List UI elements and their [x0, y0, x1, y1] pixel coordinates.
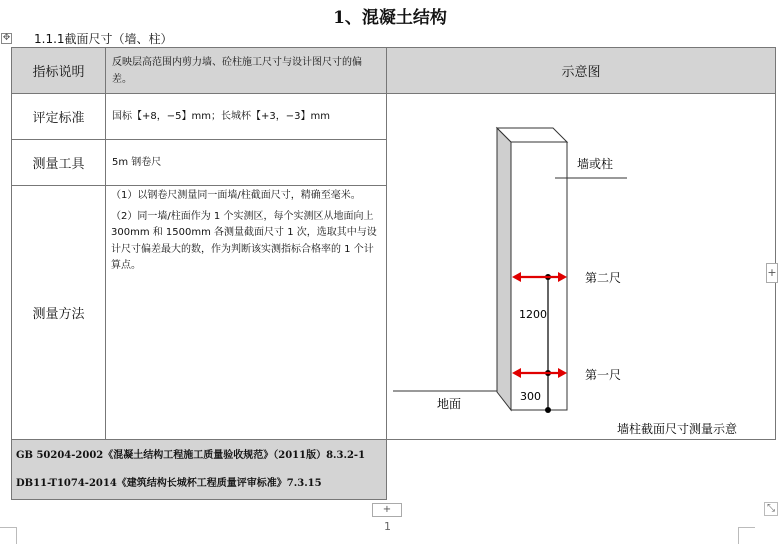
standard-reference: GB 50204-2002《混凝土结构工程施工质量验收规范》（2011版）8.3.2-1: [16, 449, 366, 461]
row-value: 5m 钢卷尺: [112, 157, 162, 169]
insert-column-button[interactable]: +: [766, 263, 778, 283]
row-value: 反映层高范围内剪力墙、砼柱施工尺寸与设计图尺寸的偏差。: [112, 56, 362, 85]
wall-side-face: [497, 128, 511, 410]
spec-table: [11, 47, 776, 500]
ground-label: 地面: [437, 397, 462, 411]
dimension-dot: [545, 407, 551, 413]
diagram-cell: [387, 94, 776, 440]
page-corner-mark: [0, 527, 17, 544]
page-corner-mark: [738, 527, 755, 544]
diagram-header: 示意图: [387, 48, 776, 94]
method-line-2: （2）同一墙/柱面作为 1 个实测区，每个实测区从地面向上 300mm 和 1500mm 各测量截面尺寸 1 次，选取其中与设计尺寸偏差最大的数，作为判断该实测指标合格率的 1 个计算点。: [111, 210, 377, 272]
document-title: 1、混凝土结构: [333, 8, 447, 28]
row-value: 国标【+8，−5】mm；长城杯【+3，−3】mm: [112, 111, 330, 123]
page-number: 1: [384, 520, 391, 533]
section-heading: 1.1.1截面尺寸（墙、柱）: [34, 32, 173, 46]
table-row: [12, 94, 776, 140]
first-measure-label: 第一尺: [585, 368, 622, 382]
row-label: 指标说明: [12, 48, 106, 94]
standard-reference: DB11-T1074-2014《建筑结构长城杯工程质量评审标准》7.3.15: [16, 477, 322, 489]
table-move-handle-icon[interactable]: ✥: [2, 33, 11, 43]
add-row-button[interactable]: +: [372, 503, 402, 517]
second-measure-label: 第二尺: [585, 271, 622, 285]
table-resize-icon[interactable]: ⤡: [764, 502, 778, 516]
wall-label: 墙或柱: [577, 157, 614, 171]
dim-lower-label: 300: [520, 390, 541, 403]
standards-row: [12, 440, 776, 500]
diagram-caption: 墙柱截面尺寸测量示意: [617, 422, 738, 436]
measurement-diagram: [387, 94, 775, 439]
method-line-1: （1）以钢卷尺测量同一面墙/柱截面尺寸，精确至毫米。: [111, 190, 361, 202]
table-row: [12, 48, 776, 94]
row-label: 测量方法: [12, 186, 106, 440]
row-label: 评定标准: [12, 94, 106, 140]
dim-upper-label: 1200: [519, 308, 547, 321]
row-label: 测量工具: [12, 140, 106, 186]
